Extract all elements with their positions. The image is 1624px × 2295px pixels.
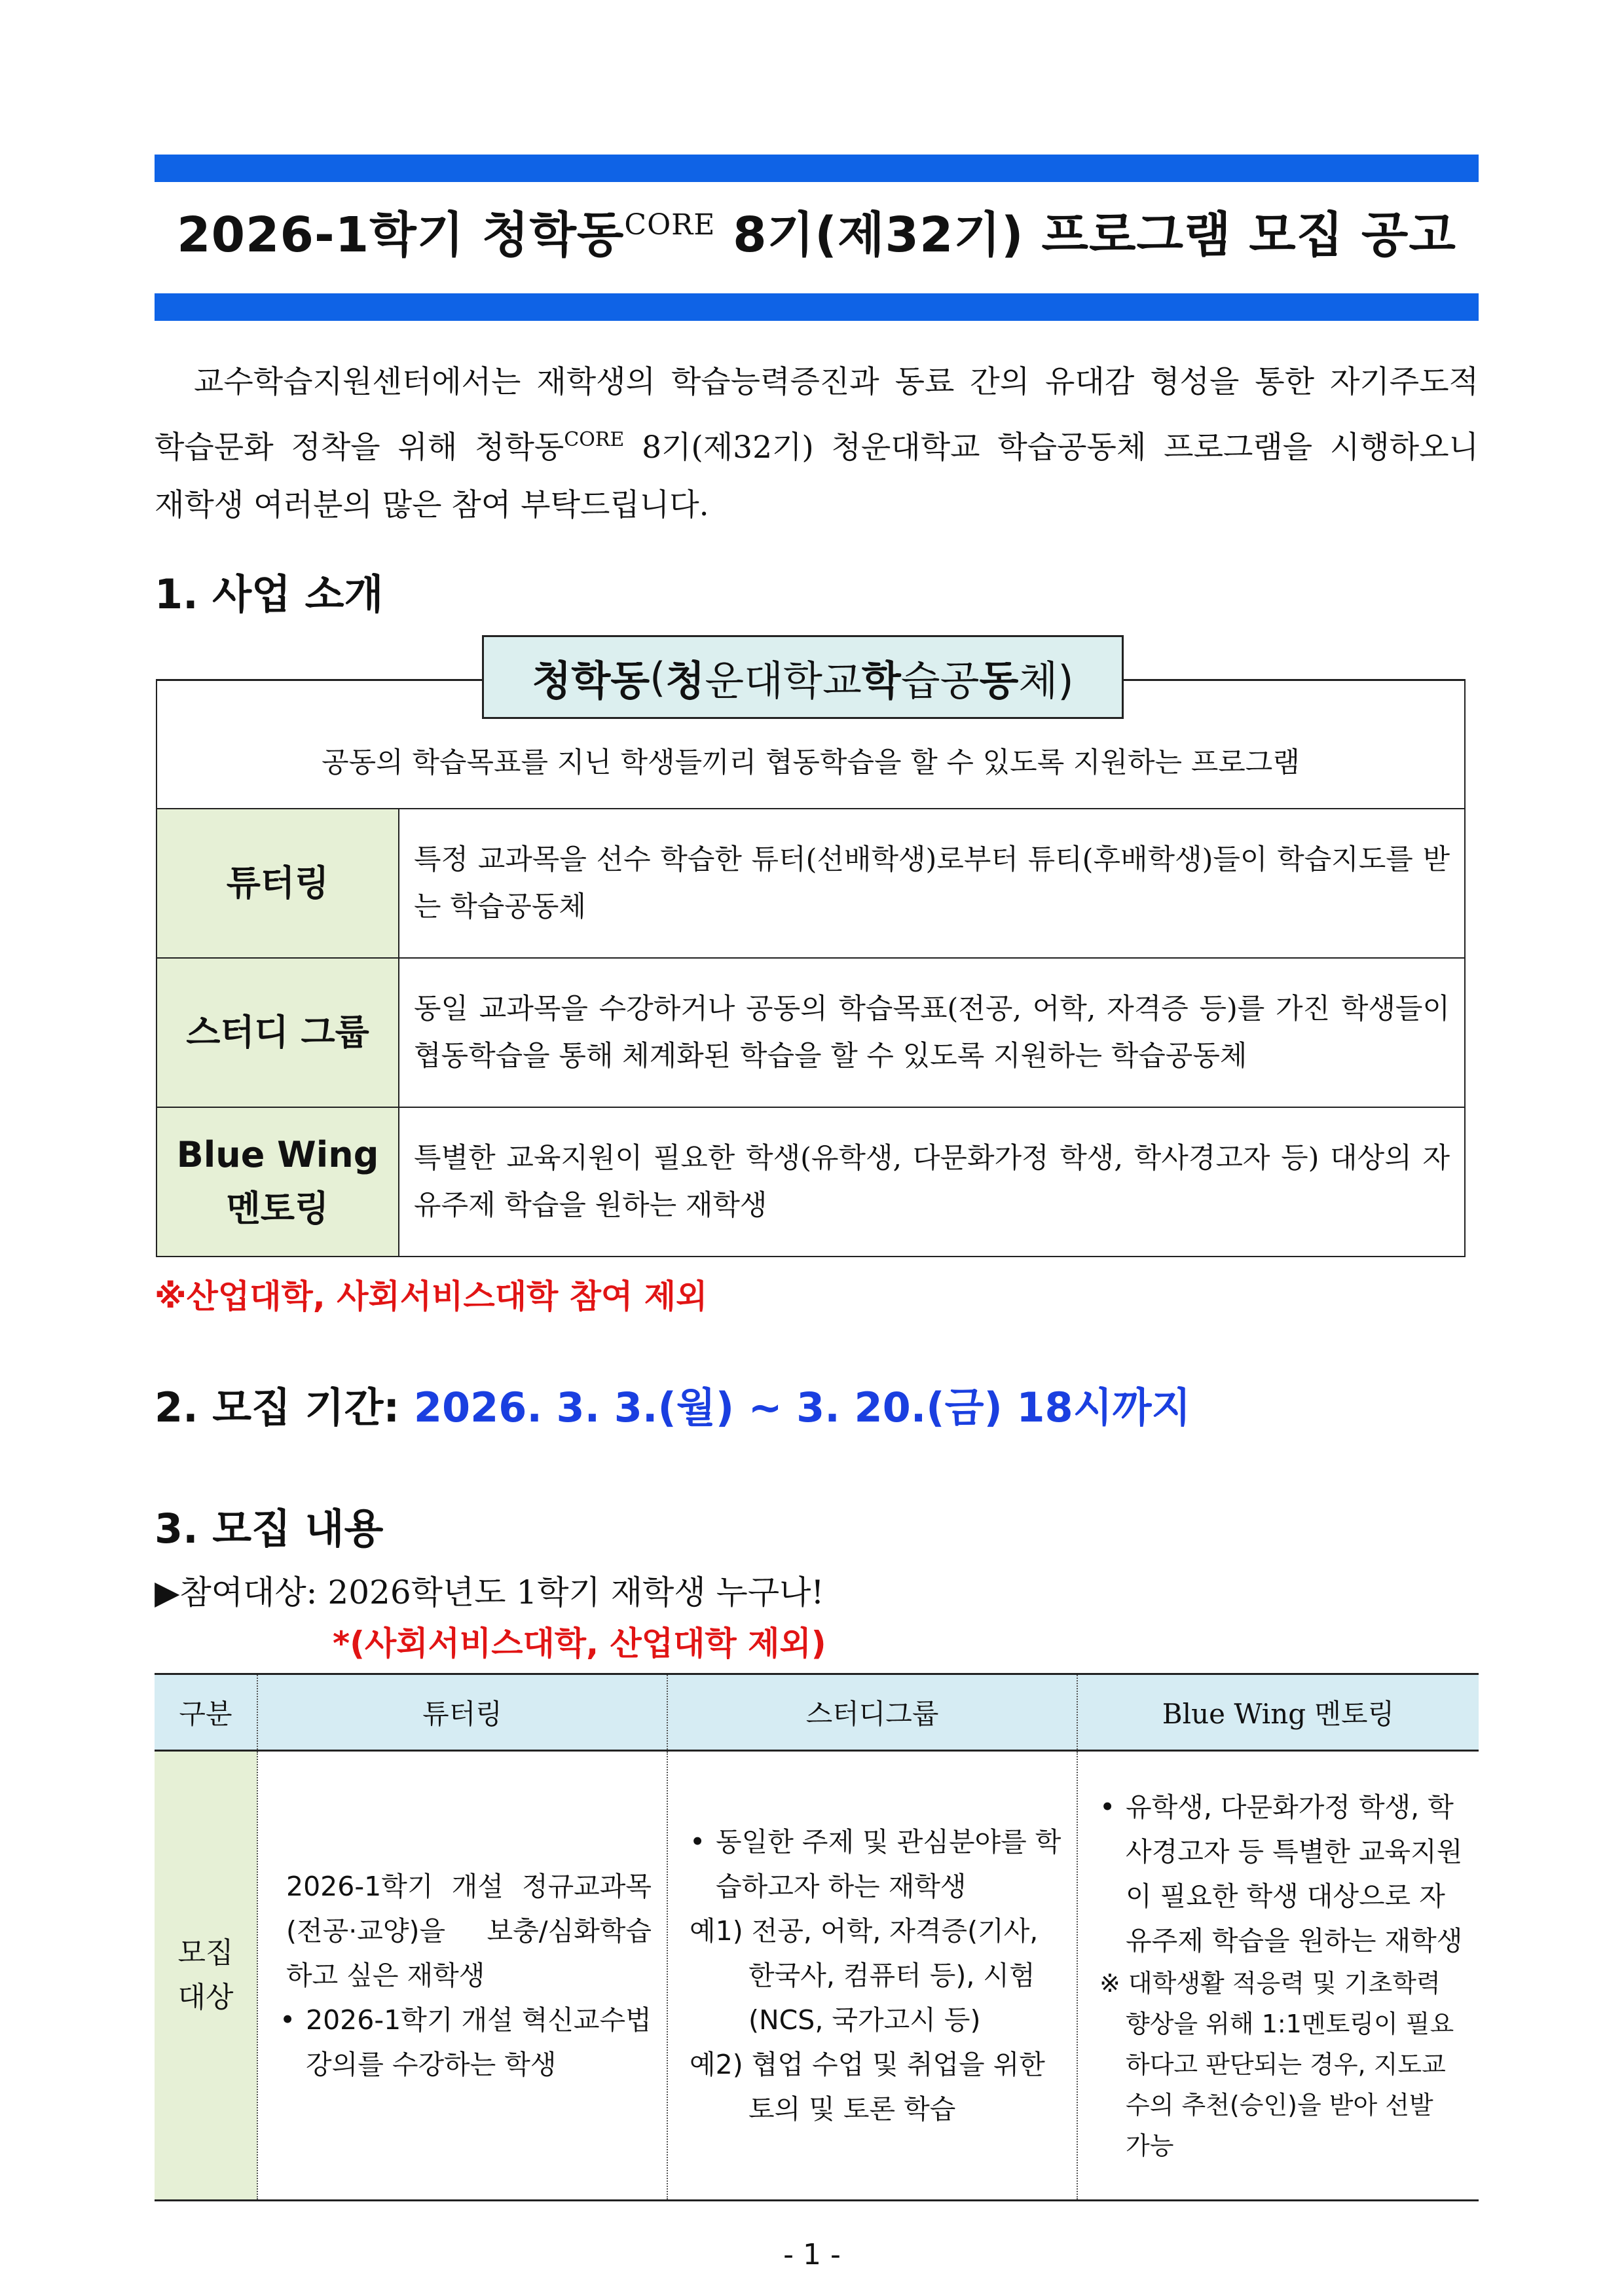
bluewing-target-1: • 유학생, 다문화가정 학생, 학사경고자 등 특별한 교육지원이 필요한 학생 대상으로 자유주제 학습을 원하는 재학생 bbox=[1099, 1785, 1464, 1963]
cell-study bbox=[667, 1751, 1077, 2201]
bullet-icon: • bbox=[280, 2004, 296, 2036]
study-example-1: 예1) 전공, 어학, 자격증(기사, 한국사, 컴퓨터 등), 시험(NCS, 국가고시 등) bbox=[690, 1915, 1039, 2036]
recruit-table bbox=[155, 1673, 1479, 2201]
cell-tutoring bbox=[257, 1751, 667, 2201]
tutoring-target-2: • 2026-1학기 개설 혁신교수법 강의를 수강하는 학생 bbox=[280, 1998, 652, 2087]
section3-heading: 3. 모집 내용 bbox=[155, 1505, 384, 1552]
section1-heading: 1. 사업 소개 bbox=[155, 570, 384, 618]
exclusion-note: ※산업대학, 사회서비스대학 참여 제외 bbox=[155, 1277, 708, 1315]
target-label: ▶참여대상: 2026학년도 1학기 재학생 누구나! bbox=[155, 1573, 824, 1611]
page-number: - 1 - bbox=[783, 2238, 841, 2271]
header-bluewing: Blue Wing 멘토링 bbox=[1077, 1674, 1479, 1751]
cell-bluewing bbox=[1077, 1751, 1479, 2201]
bluewing-note: ※ 대학생활 적응력 및 기초학력 향상을 위해 1:1멘토링이 필요하다고 판단되는 경우, 지도교수의 추천(승인)을 받아 선발 가능 bbox=[1099, 1969, 1454, 2160]
header-category: 구분 bbox=[155, 1674, 257, 1751]
tutoring-target-1: 2026-1학기 개설 정규교과목(전공·교양)을 보충/심화학습 하고 싶은 재학생 bbox=[286, 1871, 652, 1991]
program-desc-tutoring: 특정 교과목을 선수 학습한 튜터(선배학생)로부터 튜티(후배학생)들이 학습지도를 받는 학습공동체 bbox=[399, 809, 1465, 958]
study-target-1: • 동일한 주제 및 관심분야를 학습하고자 하는 재학생 bbox=[690, 1820, 1061, 1909]
bullet-icon: • bbox=[1099, 1791, 1116, 1823]
header-study: 스터디그룹 bbox=[667, 1674, 1077, 1751]
program-intro-table bbox=[156, 679, 1466, 1257]
target-exclusion-note: *(사회서비스대학, 산업대학 제외) bbox=[333, 1625, 826, 1662]
header-tutoring: 튜터링 bbox=[257, 1674, 667, 1751]
study-example-2: 예2) 협업 수업 및 취업을 위한 토의 및 토론 학습 bbox=[690, 2049, 1045, 2125]
program-name-tutoring: 튜터링 bbox=[157, 809, 399, 958]
row-label-target: 모집 대상 bbox=[155, 1751, 257, 2201]
recruit-period: 2026. 3. 3.(월) ~ 3. 20.(금) 18시까지 bbox=[413, 1384, 1191, 1431]
program-box-title: 청학 동 ( 청 운대학교 학 습공 동 체) bbox=[482, 635, 1124, 719]
intro-paragraph: 교수학습지원센터에서는 재학생의 학습능력증진과 동료 간의 유대감 형성을 통한 자기주도적 학습문화 정착을 위해 청학동$^{CORE}$ 8기(제32기) 청운대학교 학습공동체 프로그램을 시행하오니 재학생 여러분의 많은 참여 부탁드립니다. bbox=[155, 364, 1479, 523]
program-summary: 공동의 학습목표를 지닌 학생들끼리 협동학습을 할 수 있도록 지원하는 프로그램 bbox=[157, 680, 1465, 809]
program-desc-study: 동일 교과목을 수강하거나 공동의 학습목표(전공, 어학, 자격증 등)를 가진 학생들이 협동학습을 통해 체계화된 학습을 할 수 있도록 지원하는 학습공동체 bbox=[399, 958, 1465, 1107]
top-blue-bar bbox=[155, 155, 1479, 182]
section2-heading: 2. 모집 기간: 2026. 3. 3.(월) ~ 3. 20.(금) 18시까지 bbox=[155, 1384, 1191, 1431]
bullet-icon: • bbox=[690, 1826, 706, 1858]
program-name-bluewing: Blue Wing 멘토링 bbox=[157, 1107, 399, 1257]
page-title: 2026-1학기 청학동$^{CORE}$ 8기(제32기) 프로그램 모집 공고 bbox=[177, 207, 1456, 263]
program-name-study: 스터디 그룹 bbox=[157, 958, 399, 1107]
bottom-blue-bar bbox=[155, 293, 1479, 321]
program-desc-bluewing: 특별한 교육지원이 필요한 학생(유학생, 다문화가정 학생, 학사경고자 등) 대상의 자유주제 학습을 원하는 재학생 bbox=[399, 1107, 1465, 1257]
